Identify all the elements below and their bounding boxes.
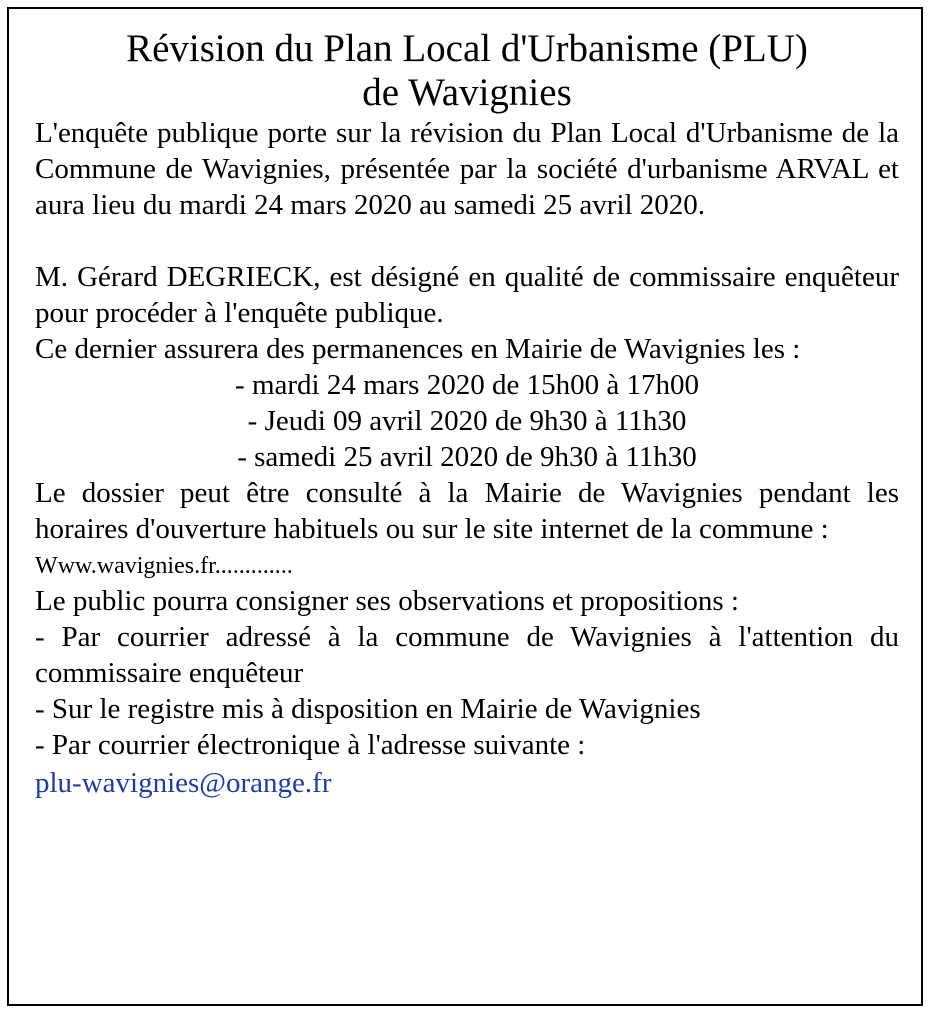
permanence-date-item: - Jeudi 09 avril 2020 de 9h30 à 11h30 (247, 405, 687, 437)
option-register: - Sur le registre mis à disposition en Mairie de Wavignies (35, 693, 701, 725)
website-link[interactable]: Www.wavignies.fr............. (35, 553, 293, 579)
option-email: - Par courrier électronique à l'adresse suivante : (35, 729, 586, 761)
public-notice-box (7, 7, 923, 1006)
email-link[interactable]: plu-wavignies@orange.fr (35, 767, 332, 799)
permanence-date-item: - samedi 25 avril 2020 de 9h30 à 11h30 (237, 441, 697, 473)
intro-paragraph: L'enquête publique porte sur la révision du Plan Local d'Urbanisme de la Commune de Wavignies, présentée par la société d'urbanisme ARVAL et aura lieu du mardi 24 mars 2020 au samedi 25 avril 2020. (35, 117, 899, 221)
public-intro: Le public pourra consigner ses observations et propositions : (35, 585, 739, 617)
title-line-1: Révision du Plan Local d'Urbanisme (PLU) (126, 27, 808, 70)
dossier-paragraph: Le dossier peut être consulté à la Mairie de Wavignies pendant les horaires d'ouverture habituels ou sur le site internet de la commune : (35, 477, 899, 545)
notice-title (35, 27, 899, 115)
title-line-2: de Wavignies (362, 71, 572, 114)
permanence-date-item: - mardi 24 mars 2020 de 15h00 à 17h00 (235, 369, 699, 401)
permanences-intro: Ce dernier assurera des permanences en Mairie de Wavignies les : (35, 333, 801, 365)
permanence-dates (35, 367, 899, 475)
paragraph-spacer (35, 223, 899, 259)
commissioner-paragraph: M. Gérard DEGRIECK, est désigné en qualité de commissaire enquêteur pour procéder à l'enquête publique. (35, 261, 899, 329)
option-mail: - Par courrier adressé à la commune de Wavignies à l'attention du commissaire enquêteur (35, 621, 899, 689)
notice-content (35, 27, 899, 803)
